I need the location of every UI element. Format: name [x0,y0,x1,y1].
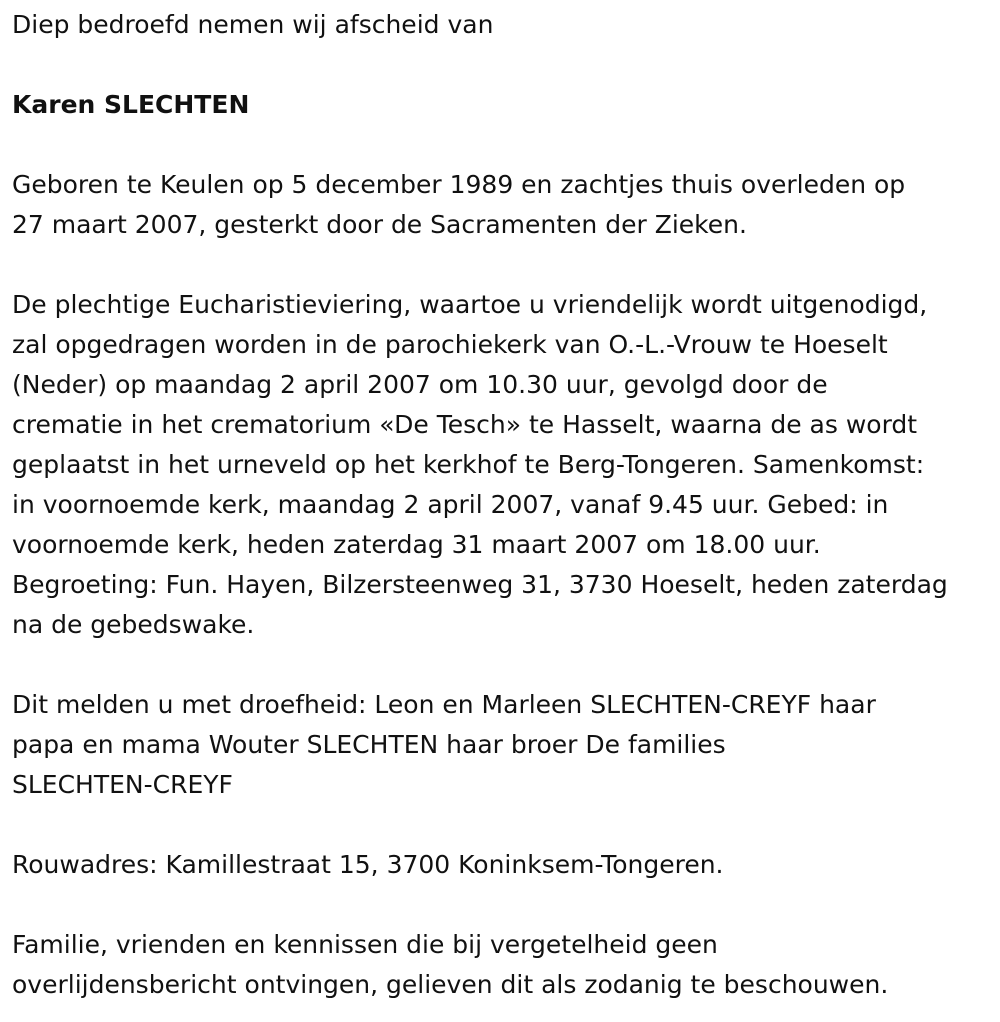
birth-death-line: Geboren te Keulen op 5 december 1989 en zachtjes thuis overleden op [12,170,906,199]
birth-death-line: 27 maart 2007, gesterkt door de Sacramenten der Zieken. [12,210,747,239]
address-paragraph [12,845,1000,885]
ceremony-line: na de gebedswake. [12,610,255,639]
ceremony-line: in voornoemde kerk, maandag 2 april 2007, vanaf 9.45 uur. Gebed: in [12,490,889,519]
birth-death-paragraph [12,165,1000,245]
ceremony-line: geplaatst in het urneveld op het kerkhof te Berg-Tongeren. Samenkomst: [12,450,925,479]
closing-line: overlijdensbericht ontvingen, gelieven dit als zodanig te beschouwen. [12,970,889,999]
ceremony-line: zal opgedragen worden in de parochiekerk van O.-L.-Vrouw te Hoeselt [12,330,888,359]
ceremony-line: crematie in het crematorium «De Tesch» te Hasselt, waarna de as wordt [12,410,918,439]
intro-text [12,5,1000,45]
announcers-line: SLECHTEN-CREYF [12,770,233,799]
closing-line: Familie, vrienden en kennissen die bij vergetelheid geen [12,930,718,959]
deceased-name [12,85,1000,125]
intro-line: Diep bedroefd nemen wij afscheid van [12,10,494,39]
announcers-line: papa en mama Wouter SLECHTEN haar broer De families [12,730,726,759]
closing-paragraph [12,925,1000,1005]
ceremony-line: De plechtige Eucharistieviering, waartoe u vriendelijk wordt uitgenodigd, [12,290,928,319]
ceremony-line: (Neder) op maandag 2 april 2007 om 10.30 uur, gevolgd door de [12,370,828,399]
address-line: Rouwadres: Kamillestraat 15, 3700 Koninksem-Tongeren. [12,850,724,879]
announcers-paragraph [12,685,1000,805]
ceremony-line: voornoemde kerk, heden zaterdag 31 maart 2007 om 18.00 uur. [12,530,821,559]
ceremony-line: Begroeting: Fun. Hayen, Bilzersteenweg 31, 3730 Hoeselt, heden zaterdag [12,570,948,599]
deceased-name-text: Karen SLECHTEN [12,90,250,119]
ceremony-paragraph [12,285,1000,645]
announcers-line: Dit melden u met droefheid: Leon en Marleen SLECHTEN-CREYF haar [12,690,876,719]
